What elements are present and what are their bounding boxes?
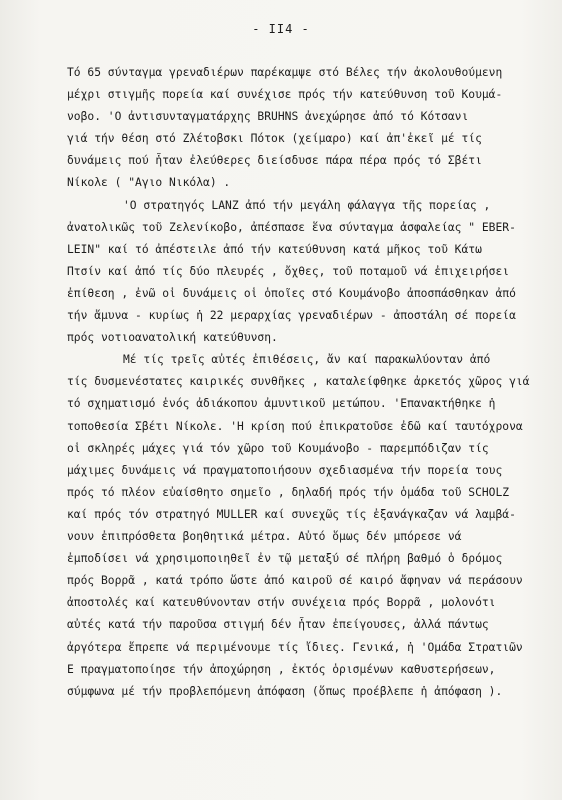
paragraph-2 <box>67 195 547 350</box>
text-line: ἀργότερα ἔπρεπε νά περιμένουμε τίς ἴδιες. Γενικά, ἡ 'Ομάδα Στρατιῶν <box>67 640 523 654</box>
text-line: πρός τό πλέον εὐαίσθητο σημεῖο , δηλαδή πρός τήν ὁμάδα τοῦ SCHOLZ <box>67 485 510 499</box>
text-line: μέχρι στιγμῆς πορεία καί συνέχισε πρός τήν κατεύθυνση τοῦ Κουμά- <box>67 88 503 102</box>
text-line: γιά τήν θέση στό Ζλέτοβσκι Πότοκ (χείμαρο) καί ἀπ'ἐκεῖ μέ τίς <box>67 132 482 146</box>
paragraph-1 <box>67 62 547 195</box>
text-line: νοβο. 'Ο ἀντισυνταγματάρχης BRUHNS ἀνεχώρησε ἀπό τό Κότσανι <box>67 110 469 124</box>
text-line: τήν ἄμυνα - κυρίως ἡ 22 μεραρχίας γρεναδιέρων - ἀποστάλη σέ πορεία <box>67 309 516 323</box>
text-line: LEIN" καί τό ἀπέστειλε ἀπό τήν κατεύθυνση κατά μῆκος τοῦ Κάτω <box>67 242 482 256</box>
text-line: ἀποστολές καί κατευθύνονταν στήν συνέχεια πρός Βορρᾶ , μολονότι <box>67 596 496 610</box>
text-line: καί πρός τόν στρατηγό MULLER καί συνεχῶς τίς ἐξανάγκαζαν νά λαμβά- <box>67 507 516 521</box>
text-line: Νίκολε ( "Αγιο Νικόλα) . <box>67 176 231 190</box>
text-line: τό σχηματισμό ἑνός ἀδιάκοπου ἀμυντικοῦ μετώπου. 'Επανακτήθηκε ἡ <box>67 397 496 411</box>
text-line: Πτσίν καί ἀπό τίς δύο πλευρές , ὄχθες, τοῦ ποταμοῦ νά ἐπιχειρήσει <box>67 264 510 278</box>
text-line: πρός Βορρᾶ , κατά τρόπο ὥστε ἀπό καιροῦ σέ καιρό ἄφηναν νά περάσουν <box>67 574 523 588</box>
text-line: νουν ἐπιπρόσθετα βοηθητικά μέτρα. Αὐτό ὅμως δέν μπόρεσε νά <box>67 530 462 544</box>
text-line: ἀνατολικῶς τοῦ Ζελενίκοβο, ἀπέσπασε ἕνα σύνταγμα ἀσφαλείας " EBER- <box>67 220 516 234</box>
paragraph-3 <box>67 349 547 703</box>
text-line: ἐμποδίσει νά χρησιμοποιηθεῖ ἐν τῷ μεταξύ σέ πλήρη βαθμό ὁ δρόμος <box>67 552 503 566</box>
text-line: δυνάμεις πού ἦταν ἐλεύθερες διείσδυσε πάρα πέρα πρός τό Σβέτι <box>67 154 482 168</box>
text-line: μάχιμες δυνάμεις νά πραγματοποιήσουν σχεδιασμένα τήν πορεία τους <box>67 463 503 477</box>
text-line: Τό 65 σύνταγμα γρεναδιέρων παρέκαμψε στό Βέλες τήν ἀκολουθούμενη <box>67 66 503 79</box>
text-line: Ε πραγματοποίησε τήν ἀποχώρηση , ἐκτός ὁρισμένων καθυστερήσεων, <box>67 662 496 676</box>
text-line: πρός νοτιοανατολική κατεύθυνση. <box>67 331 278 345</box>
text-line: αὐτές κατά τήν παροῦσα στιγμή δέν ἦταν ἐπείγουσες, ἀλλά πάντως <box>67 618 489 632</box>
text-line: σύμφωνα μέ τήν προβλεπόμενη ἀπόφαση (ὅπως προέβλεπε ἡ ἀπόφαση ). <box>67 684 503 698</box>
text-line: 'Ο στρατηγός LANZ ἀπό τήν μεγάλη φάλαγγα τῆς πορείας , <box>123 198 491 212</box>
page-number: - II4 - <box>252 22 310 36</box>
text-line: τίς δυσμενέστατες καιρικές συνθῆκες , καταλείφθηκε ἀρκετός χῶρος γιά <box>67 375 530 389</box>
text-line: ἐπίθεση , ἐνῶ οἱ δυνάμεις οἱ ὁποῖες στό Κουμάνοβο ἀποσπάσθηκαν ἀπό <box>67 286 516 300</box>
text-line: οἱ σκληρές μάχες γιά τόν χῶρο τοῦ Κουμάνοβο - παρεμπόδιζαν τίς <box>67 441 489 455</box>
text-line: Μέ τίς τρεῖς αὐτές ἐπιθέσεις, ἄν καί παρακωλύονταν ἀπό <box>123 353 491 367</box>
text-line: τοποθεσία Σβέτι Νίκολε. 'Η κρίση πού ἐπικρατοῦσε ἐδῶ καί ταυτόχρονα <box>67 419 523 433</box>
